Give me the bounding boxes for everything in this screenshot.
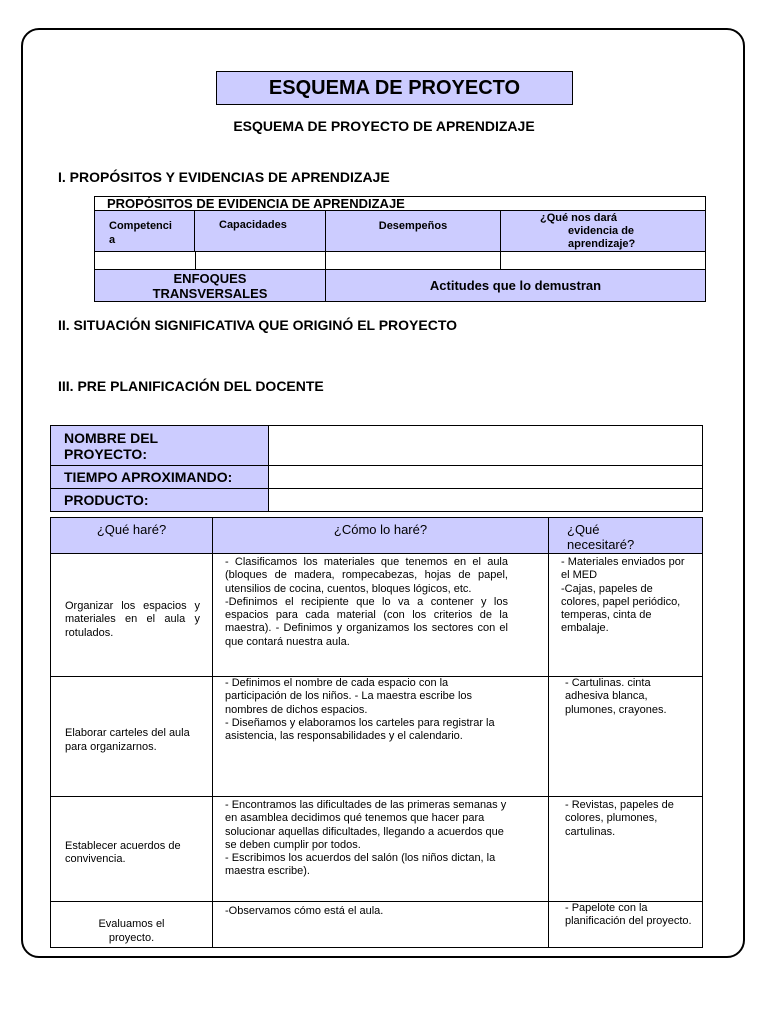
purposes-caption: PROPÓSITOS DE EVIDENCIA DE APRENDIZAJE (95, 197, 706, 211)
row-2-que: Elaborar carteles del aula para organizarnos. (51, 677, 213, 797)
section-1-heading: I. PROPÓSITOS Y EVIDENCIAS DE APRENDIZAJE (58, 169, 390, 185)
row-4-que: Evaluamos el proyecto. (51, 902, 213, 948)
page-title: ESQUEMA DE PROYECTO (216, 71, 573, 105)
col-desempenos: Desempeños (326, 211, 501, 252)
producto-label: PRODUCTO: (51, 489, 269, 512)
table-row (51, 797, 703, 902)
enfoques-transversales: ENFOQUES TRANSVERSALES (95, 270, 326, 302)
row-3-como: - Encontramos las dificultades de las primeras semanas y en asamblea decidimos qué tenemos que hacer para solucionar aquellas dificultades, llegando a acuerdos que se deben cumplir por todos. - Escribimos los acuerdos del salón (los niños dictan, la maestra escribe). (213, 797, 549, 902)
actitudes-label: Actitudes que lo demustran (326, 270, 706, 302)
page-subtitle: ESQUEMA DE PROYECTO DE APRENDIZAJE (233, 118, 535, 134)
row-3-que: Establecer acuerdos de convivencia. (51, 797, 213, 902)
purposes-empty-left (95, 252, 326, 270)
tiempo-value (269, 466, 703, 489)
purposes-header-left (95, 211, 326, 252)
header-como-lo-hare: ¿Cómo lo haré? (213, 518, 549, 554)
row-1-como: - Clasificamos los materiales que tenemos en el aula (bloques de madera, rompecabezas, hojas de papel, utensilios de cocina, cuentos, bloques lógicos, etc. -Definimos el recipiente que lo va a contener y los espacios para cada material (con los criterios de la maestra). - Definimos y organizamos los sectores con el que contará nuestra aula. (213, 554, 549, 677)
tiempo-label: TIEMPO APROXIMANDO: (51, 466, 269, 489)
purposes-empty-right (501, 252, 706, 270)
table-row (51, 554, 703, 677)
header-que-necesitare: ¿Qué necesitaré? (549, 518, 703, 554)
purposes-table (94, 196, 706, 302)
row-3-necesitare: - Revistas, papeles de colores, plumones, cartulinas. (549, 797, 703, 902)
row-4-como: -Observamos cómo está el aula. (213, 902, 549, 948)
section-3-heading: III. PRE PLANIFICACIÓN DEL DOCENTE (58, 378, 324, 394)
nombre-value (269, 426, 703, 466)
purposes-empty-mid (326, 252, 501, 270)
col-competencia: Competenci a (95, 211, 195, 251)
plan-table (50, 517, 703, 948)
row-2-como: - Definimos el nombre de cada espacio con la participación de los niños. - La maestra escribe los nombres de dichos espacios. - Diseñamos y elaboramos los carteles para registrar la asistencia, las responsabilidades y el calendario. (213, 677, 549, 797)
row-4-necesitare: - Papelote con la planificación del proyecto. (549, 902, 703, 948)
table-row (51, 677, 703, 797)
row-1-necesitare: - Materiales enviados por el MED -Cajas, papeles de colores, papel periódico, temperas, cinta de embalaje. (549, 554, 703, 677)
header-que-hare: ¿Qué haré? (51, 518, 213, 554)
section-2-heading: II. SITUACIÓN SIGNIFICATIVA QUE ORIGINÓ EL PROYECTO (58, 317, 458, 333)
row-1-que: Organizar los espacios y materiales en el aula y rotulados. (51, 554, 213, 677)
producto-value (269, 489, 703, 512)
row-2-necesitare: - Cartulinas. cinta adhesiva blanca, plumones, crayones. (549, 677, 703, 797)
col-capacidades: Capacidades (219, 219, 287, 231)
table-row (51, 902, 703, 948)
nombre-label: NOMBRE DEL PROYECTO: (51, 426, 269, 466)
col-evidencia: ¿Qué nos dará evidencia de aprendizaje? (501, 211, 706, 252)
project-info-table (50, 425, 703, 512)
